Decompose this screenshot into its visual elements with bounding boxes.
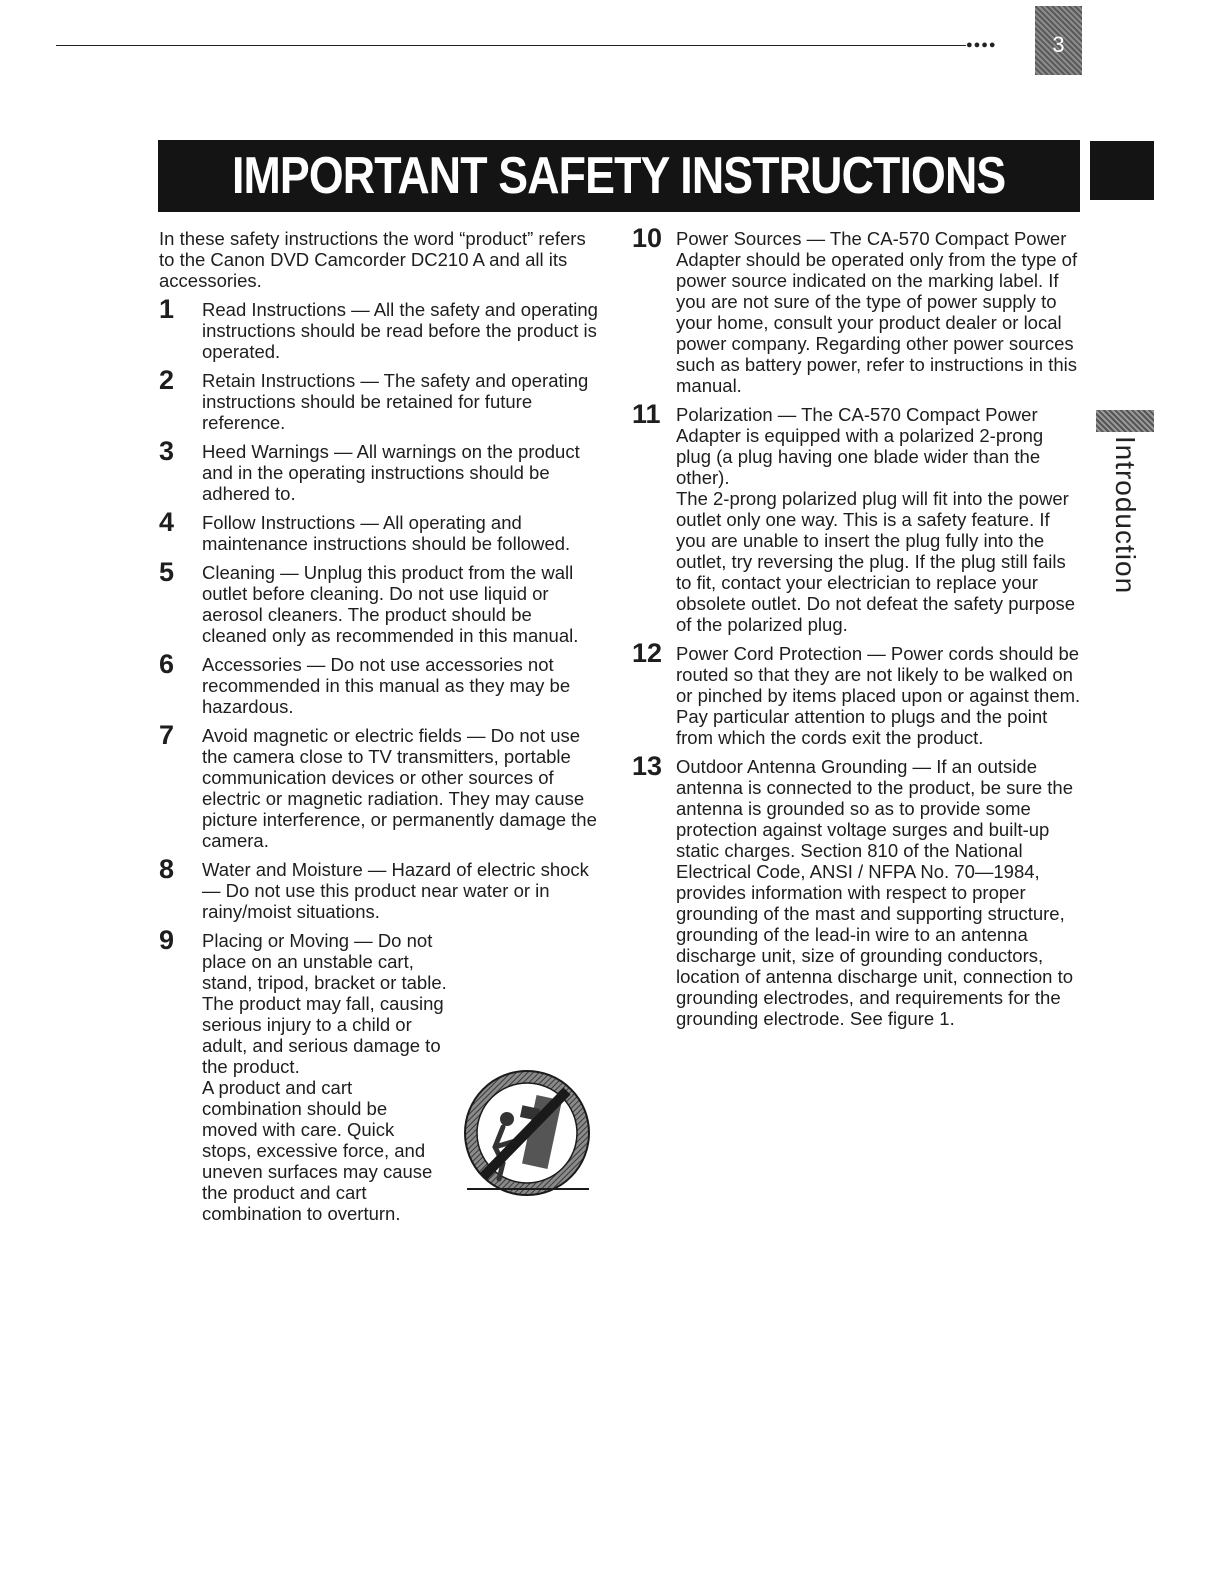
item-number: 7 [159, 720, 175, 750]
instruction-item-1 [159, 294, 599, 362]
instruction-item-11 [632, 399, 1082, 635]
instruction-item-2 [159, 365, 599, 433]
item-text: Heed Warnings — All warnings on the product and in the operating instructions should be adhered to. [202, 441, 580, 504]
item-number: 8 [159, 854, 175, 884]
instruction-item-4 [159, 507, 599, 554]
right-column [632, 223, 1082, 1037]
instruction-item-13 [632, 751, 1082, 1029]
item-text: Placing or Moving — Do not place on an unstable cart, stand, tripod, bracket or table. The product may fall, causing serious injury to a child or adult, and serious damage to the product. [202, 930, 447, 1077]
instruction-item-7 [159, 720, 599, 851]
section-side-tab [1096, 410, 1154, 432]
item-text: Power Sources — The CA-570 Compact Power Adapter should be operated only from the type of power source indicated on the marking label. If you are not sure of the type of power supply to your home, consult your product dealer or local power company. Regarding other power sources such as battery power, refer to instructions in this manual. [676, 228, 1078, 396]
item-text: Polarization — The CA-570 Compact Power Adapter is equipped with a polarized 2-prong plug (a plug having one blade wider than the other). [676, 404, 1044, 488]
item-text: Accessories — Do not use accessories not recommended in this manual as they may be hazardous. [202, 654, 571, 717]
intro-paragraph: In these safety instructions the word “product” refers to the Canon DVD Camcorder DC210 A and all its accessories. [159, 228, 586, 291]
item-number: 1 [159, 294, 175, 324]
item-text: Read Instructions — All the safety and operating instructions should be read before the product is operated. [202, 299, 598, 362]
item-number: 3 [159, 436, 175, 466]
item-number: 5 [159, 557, 175, 587]
item-extra-text: A product and cart combination should be moved with care. Quick stops, excessive force, and uneven surfaces may cause the product and cart combination to overturn. [202, 1077, 433, 1224]
item-number: 2 [159, 365, 175, 395]
item-number: 4 [159, 507, 175, 537]
instruction-item-10 [632, 223, 1082, 396]
instruction-item-12 [632, 638, 1082, 748]
instruction-item-8 [159, 854, 599, 922]
instruction-item-9 [159, 925, 599, 1224]
instruction-item-5 [159, 557, 599, 646]
item-text: Power Cord Protection — Power cords should be routed so that they are not likely to be walked on or pinched by items placed upon or against them. Pay particular attention to plugs and the point from which the cords exit the product. [676, 643, 1081, 748]
item-text: Retain Instructions — The safety and operating instructions should be retained for future reference. [202, 370, 589, 433]
item-text: Follow Instructions — All operating and maintenance instructions should be followed. [202, 512, 571, 554]
page-title-bar [158, 140, 1080, 212]
item-text: Water and Moisture — Hazard of electric shock — Do not use this product near water or in rainy/moist situations. [202, 859, 589, 922]
page-number-tab: 3 [1035, 6, 1082, 75]
item-number: 13 [632, 751, 663, 781]
item-number: 9 [159, 925, 175, 955]
item-extra-text: The 2-prong polarized plug will fit into the power outlet only one way. This is a safety feature. If you are unable to insert the plug fully into the outlet, try reversing the plug. If the plug still fails to fit, contact your electrician to replace your obsolete outlet. Do not defeat the safety purpose of the polarized plug. [676, 488, 1076, 635]
cart-warning-block [202, 1077, 599, 1224]
item-text: Avoid magnetic or electric fields — Do not use the camera close to TV transmitters, portable communication devices or other sources of electric or magnetic radiation. They may cause picture interference, or permanently damage the camera. [202, 725, 597, 851]
page-title: IMPORTANT SAFETY INSTRUCTIONS [232, 147, 1006, 205]
item-text: Cleaning — Unplug this product from the wall outlet before cleaning. Do not use liquid or aerosol cleaners. The product should be cleaned only as recommended in this manual. [202, 562, 579, 646]
title-square-marker [1090, 141, 1154, 200]
item-text: Outdoor Antenna Grounding — If an outside antenna is connected to the product, be sure the antenna is grounded so as to provide some protection against voltage surges and built-up static charges. Section 810 of the National Electrical Code, ANSI / NFPA No. 70—1984, provides information with respect to proper grounding of the mast and supporting structure, grounding of the lead-in wire to an antenna discharge unit, size of grounding conductors, location of antenna discharge unit, connection to grounding electrodes, and requirements for the grounding electrode. See figure 1. [676, 756, 1074, 1029]
instruction-item-6 [159, 649, 599, 717]
item-number: 10 [632, 223, 663, 253]
header-rule [56, 45, 966, 46]
header-dots: ●●●● [966, 39, 997, 51]
item-number: 6 [159, 649, 175, 679]
cart-tipover-warning-icon [459, 1067, 599, 1207]
left-column [159, 228, 599, 1232]
instruction-item-3 [159, 436, 599, 504]
section-side-label: Introduction [1110, 435, 1141, 595]
item-number: 11 [632, 399, 661, 429]
item-number: 12 [632, 638, 663, 668]
